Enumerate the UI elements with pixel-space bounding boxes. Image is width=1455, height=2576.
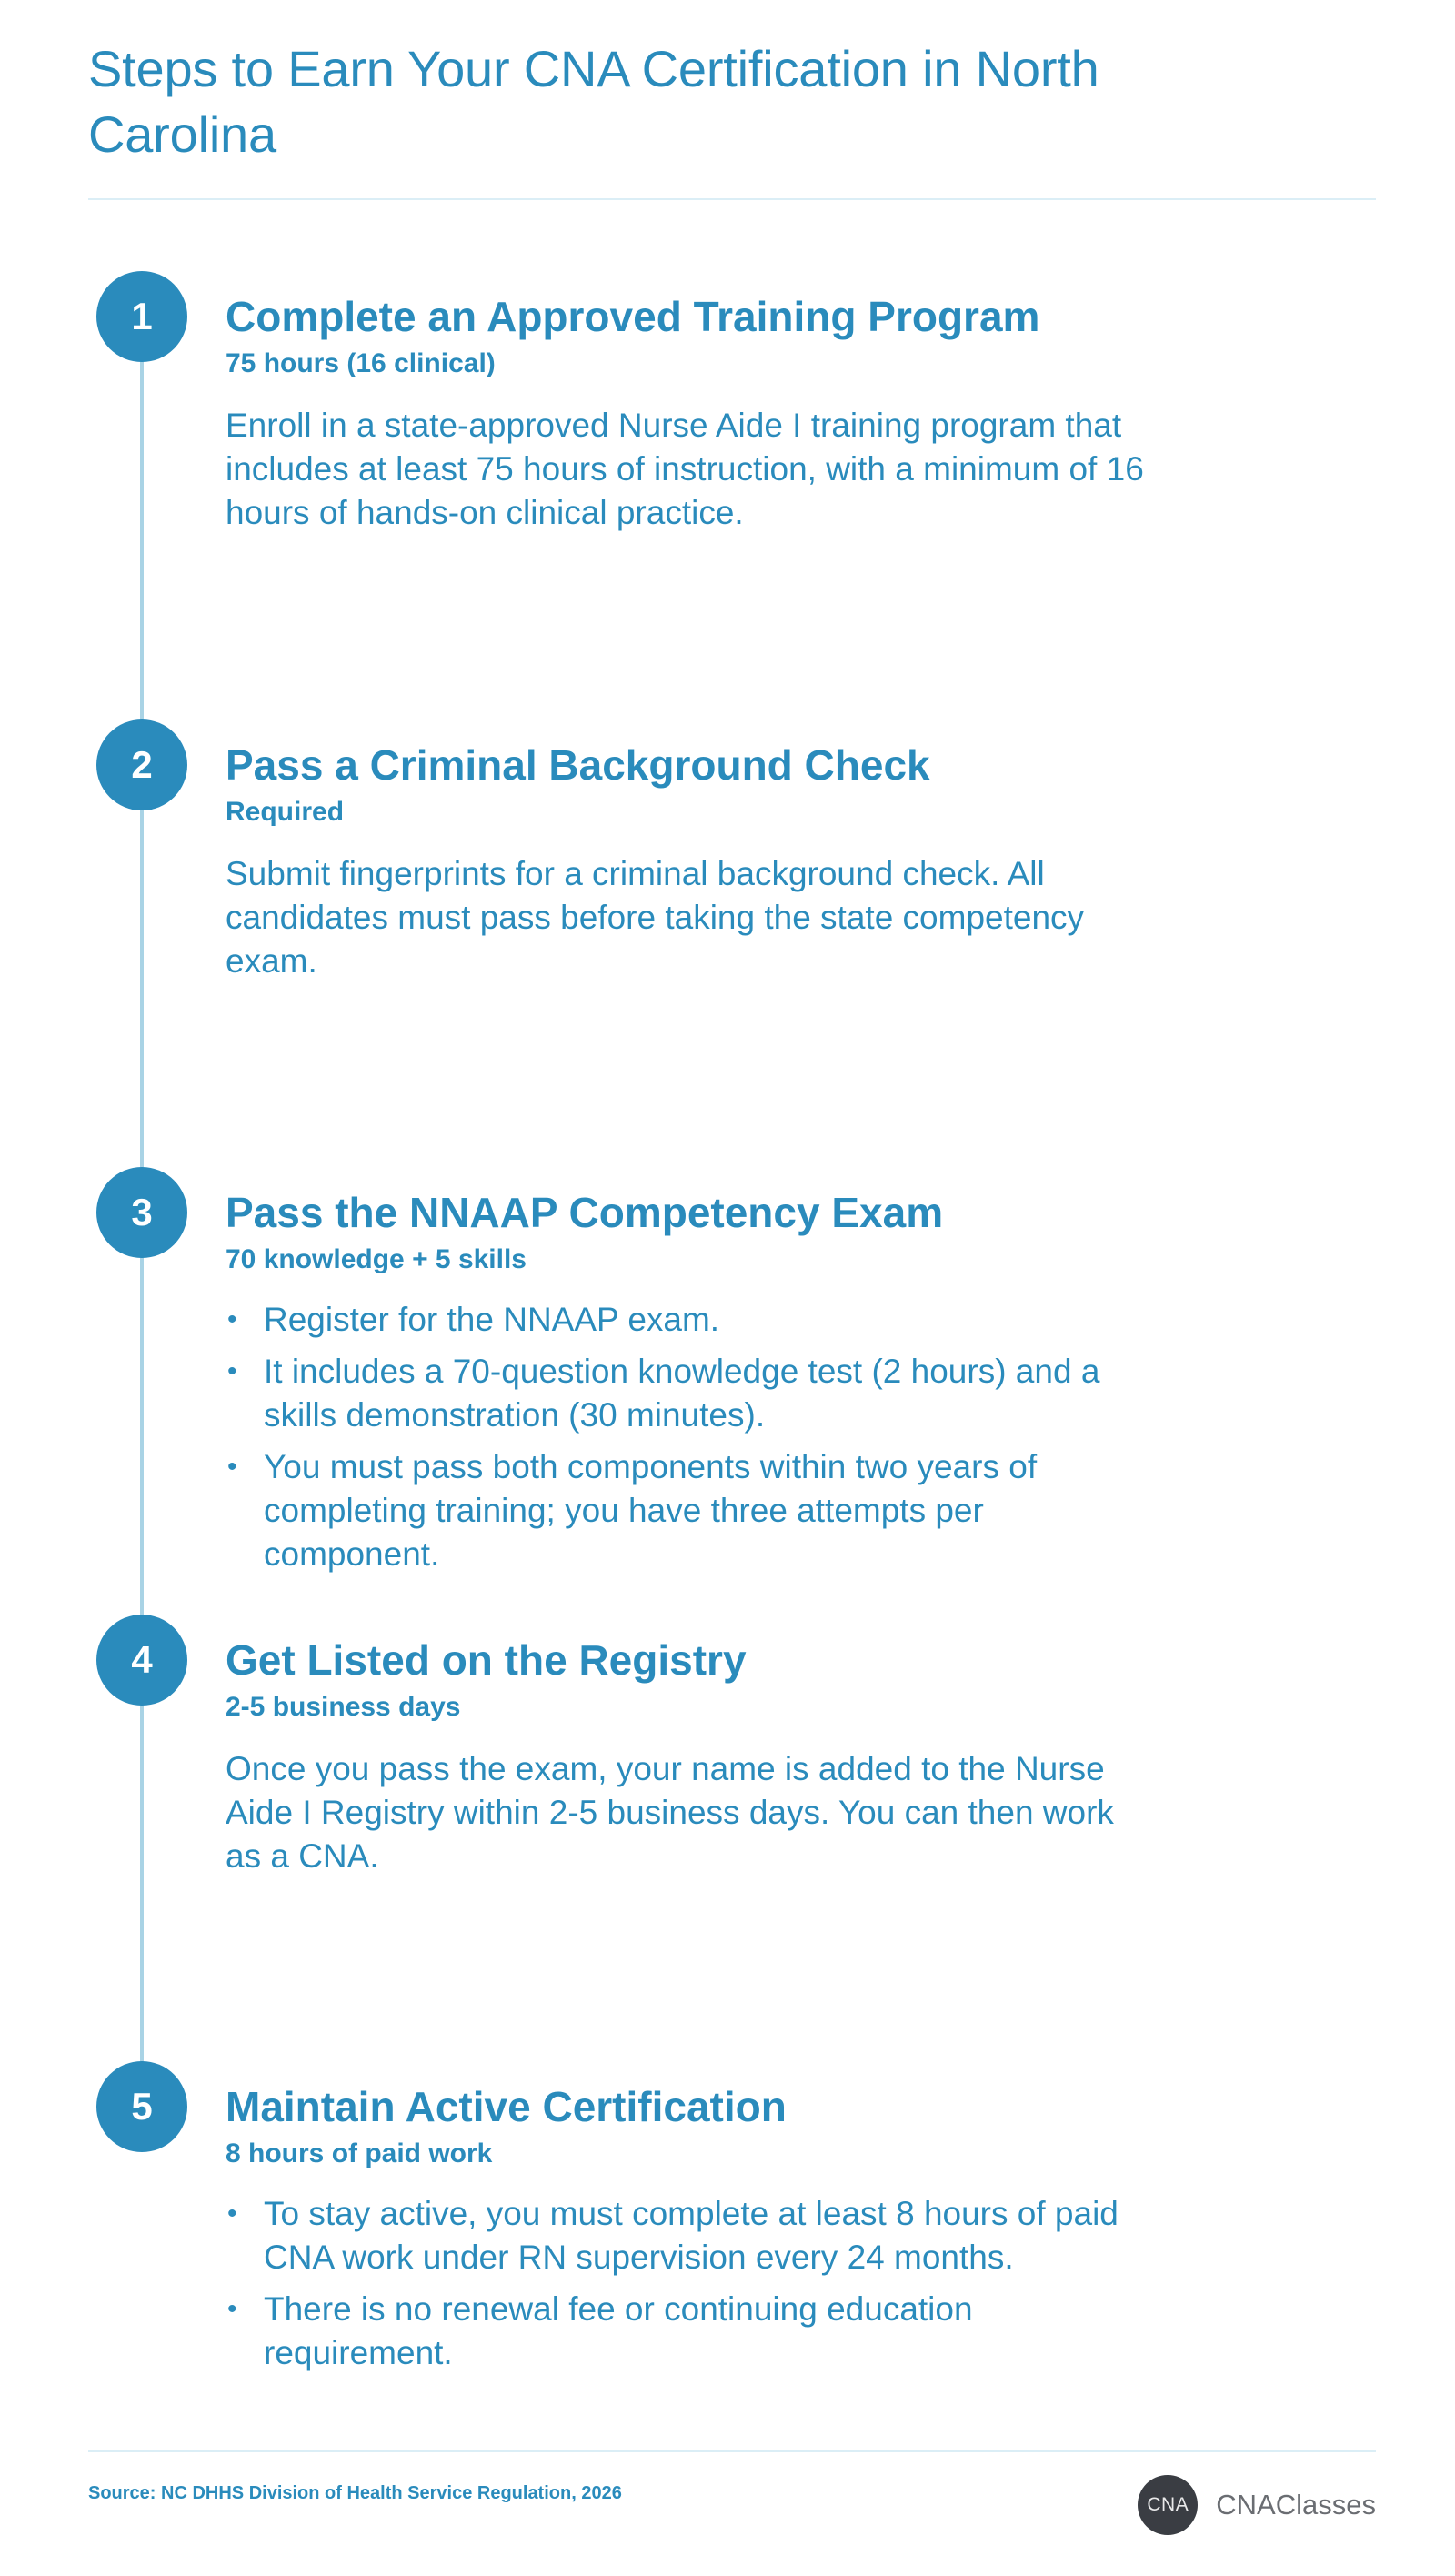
list-item-text: To stay active, you must complete at least 8 hours of paid CNA work under RN supervision every 24 months. — [264, 2195, 1119, 2276]
step-bullet-list — [226, 1298, 1144, 1576]
page-title: Steps to Earn Your CNA Certification in North Carolina — [88, 40, 1099, 163]
step-description: Submit fingerprints for a criminal background check. All candidates must pass before taking the state competency exam. — [226, 855, 1085, 980]
step-subtitle: Required — [226, 797, 345, 827]
step-number-badge: 4 — [96, 1615, 187, 1706]
step-subtitle: 8 hours of paid work — [226, 2138, 493, 2168]
source-note: Source: NC DHHS Division of Health Service Regulation, 2026 — [88, 2483, 622, 2503]
step-subtitle: 75 hours (16 clinical) — [226, 348, 496, 378]
bullet-icon: • — [227, 1452, 237, 1482]
list-item — [226, 2288, 1144, 2375]
list-item — [226, 2192, 1144, 2279]
list-item — [226, 1445, 1144, 1576]
step-content — [226, 2079, 1153, 2383]
step-content — [226, 738, 1153, 983]
step-content — [226, 289, 1153, 535]
step-description: Enroll in a state-approved Nurse Aide I training program that includes at least 75 hours of instruction, with a minimum of 16 hours of hands-on clinical practice. — [226, 407, 1144, 531]
brand-logo-icon: CNA — [1138, 2475, 1198, 2535]
step-title: Pass a Criminal Background Check — [226, 741, 930, 789]
brand-name: CNAClasses — [1216, 2489, 1376, 2521]
title-divider — [88, 198, 1376, 200]
list-item-text: Register for the NNAAP exam. — [264, 1301, 720, 1338]
step-title: Maintain Active Certification — [226, 2083, 787, 2130]
list-item — [226, 1298, 1144, 1342]
step-number-badge: 5 — [96, 2061, 187, 2152]
step-title: Complete an Approved Training Program — [226, 293, 1040, 340]
step-description: Once you pass the exam, your name is added to the Nurse Aide I Registry within 2-5 business days. You can then work as a CNA. — [226, 1750, 1114, 1875]
step-subtitle: 70 knowledge + 5 skills — [226, 1244, 527, 1274]
step-title: Pass the NNAAP Competency Exam — [226, 1189, 944, 1236]
step-number-badge: 3 — [96, 1167, 187, 1258]
step-number-badge: 1 — [96, 271, 187, 362]
bullet-icon: • — [227, 1356, 237, 1386]
step-subtitle: 2-5 business days — [226, 1692, 461, 1722]
brand — [1138, 2475, 1376, 2535]
footer-divider — [88, 2450, 1376, 2452]
bullet-icon: • — [227, 2199, 237, 2229]
step-bullet-list — [226, 2192, 1144, 2375]
step-content — [226, 1185, 1153, 1585]
list-item-text: There is no renewal fee or continuing education requirement. — [264, 2290, 973, 2371]
list-item-text: You must pass both components within two years of completing training; you have three attempts per component. — [264, 1448, 1038, 1573]
list-item-text: It includes a 70-question knowledge test (2 hours) and a skills demonstration (30 minutes). — [264, 1353, 1100, 1434]
step-number-badge: 2 — [96, 719, 187, 810]
bullet-icon: • — [227, 2294, 237, 2324]
step-title: Get Listed on the Registry — [226, 1636, 747, 1684]
bullet-icon: • — [227, 1304, 237, 1334]
list-item — [226, 1350, 1144, 1437]
step-content — [226, 1633, 1153, 1878]
